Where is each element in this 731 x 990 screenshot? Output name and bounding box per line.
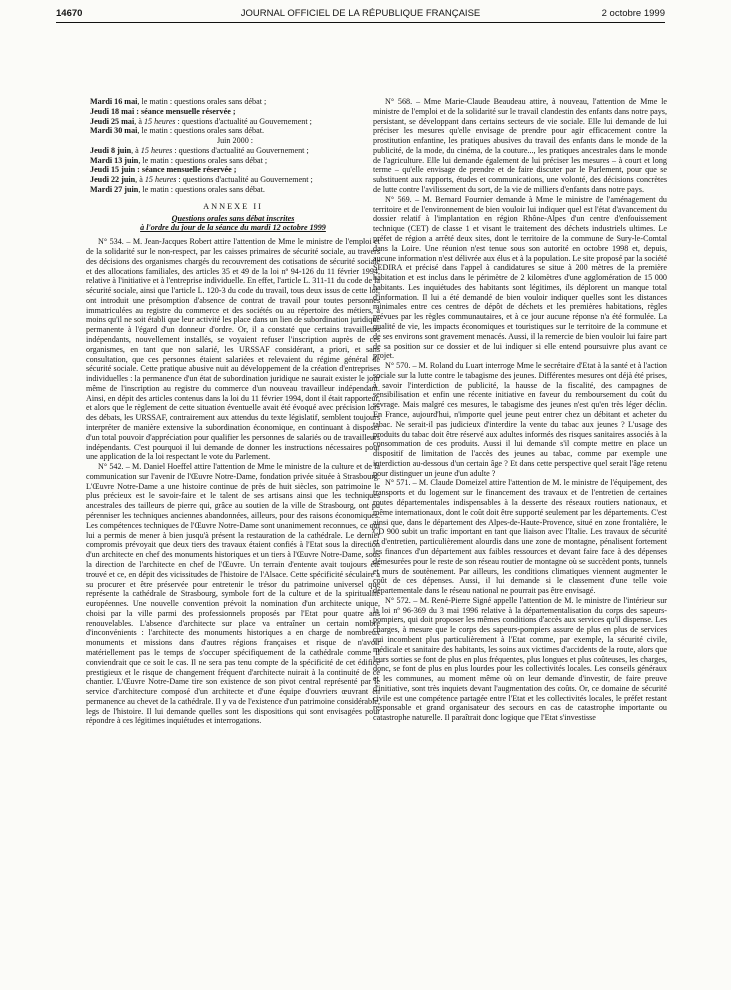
- question-number: N° 542.: [98, 462, 124, 472]
- question-number: N° 534.: [98, 237, 124, 247]
- schedule-day: Jeudi 25 mai: [90, 116, 135, 126]
- annex-label: ANNEXE II: [203, 201, 263, 211]
- annex-title-line-2: à l'ordre du jour de la séance du mardi 12 octobre 1999: [140, 223, 326, 233]
- schedule-day: Mardi 27 juin: [90, 185, 139, 195]
- schedule-line: [86, 126, 380, 136]
- schedule-month-heading: Juin 2000 :: [216, 136, 254, 146]
- left-column: [86, 97, 380, 987]
- schedule-detail: , le matin : questions orales sans débat ;: [138, 155, 268, 165]
- question-paragraph: [373, 97, 667, 195]
- session-schedule: [86, 97, 380, 195]
- schedule-day: Mardi 30 mai: [90, 126, 138, 136]
- question-number: N° 572.: [385, 595, 411, 605]
- schedule-day: Mardi 13 juin: [90, 155, 139, 165]
- issue-date: 2 octobre 1999: [601, 8, 665, 19]
- schedule-detail: , le matin : questions orales sans débat.: [138, 185, 265, 195]
- right-column: [373, 97, 667, 987]
- question-text: – M. Claude Domeizel attire l'attention de M. le ministre de l'équipement, des transports et du logement sur le financement des travaux et de l'entretien de certaines routes départementales indispensables à la desserte des réseaux routiers nationaux, et même internationaux, dont le coût doit être supporté seulement par les départements. C'est ainsi que, dans le département des Alpes-de-Haute-Provence, situé en zone frontalière, le CD 900 subit un trafic important en tant que liaison avec l'Italie. Les travaux de sécurité et d'entretien, particulièrement alourdis dans une zone de montagne, pénalisent fortement les finances d'un département aux faibles ressources et devant faire face à des dépenses démesurées pour le reste de son réseau routier de montagne où se succèdent ponts, tunnels et murs de soutènement. Par ailleurs, les conditions climatiques viennent augmenter le coût de ces dépenses. Aussi, il lui demande si le classement d'une telle voie départementale dans le réseau national ne pourrait pas être envisagé.: [373, 478, 667, 596]
- question-number: N° 569.: [385, 194, 412, 204]
- schedule-line: Jeudi 22 juin, à 15 heures : questions d'actualité au Gouvernement ;: [90, 175, 313, 185]
- question-paragraph: [373, 195, 667, 361]
- schedule-time: 15 heures: [143, 116, 176, 126]
- schedule-line: Jeudi 8 juin, à 15 heures : questions d'actualité au Gouvernement ;: [90, 145, 309, 155]
- schedule-line: Jeudi 25 mai, à 15 heures : questions d'actualité au Gouvernement ;: [90, 116, 312, 126]
- schedule-time: 15 heures: [140, 145, 173, 155]
- schedule-detail: : questions d'actualité au Gouvernement ;: [175, 116, 312, 126]
- schedule-line: [86, 165, 380, 175]
- questions-left: [86, 237, 380, 726]
- schedule-day: Jeudi 18 mai : séance mensuelle réservée ;: [90, 106, 236, 116]
- question-number: N° 568.: [385, 97, 413, 106]
- schedule-detail: , le matin : questions orales sans débat.: [137, 126, 264, 136]
- running-header: [56, 8, 665, 23]
- question-text: – Mme Marie-Claude Beaudeau attire, à nouveau, l'attention de Mme le ministre de l'emploi et de la solidarité sur le travail clandestin des enfants dans notre pays, persistant, se développant dans certains secteurs de vie sociale. Elle lui demande de lui préciser les mesures qu'elle envisage de prendre pour agir efficacement contre la prostitution enfantine, les pratiques abusives du travail des enfants dans le monde de la publicité, de la mode, du cinéma, de la couture..., les pratiques ancestrales dans le monde de l'agriculture. Elle lui demande également de lui préciser les mesures – à court et long terme – qu'elle envisage de prendre et de faire discuter par le Parlement, pour que se substituent aux rapports, études et communications, une volonté, des décisions concrètes de lutte contre l'avilissement du sort, de la vie de milliers d'enfants dans notre pays.: [373, 97, 667, 195]
- schedule-day: Jeudi 8 juin: [90, 145, 132, 155]
- question-text: – M. Daniel Hoeffel attire l'attention de Mme le ministre de la culture et de la communication sur l'avenir de l'Œuvre Notre-Dame, fondation privée située à Strasbourg. L'Œuvre Notre-Dame a une histoire continue de près de huit siècles, son patrimoine le plus précieux est le savoir-faire et le talent de ses artisans ainsi que les techniques ancestrales des tailleurs de pierre qui, grâce au soutien de la ville de Strasbourg, ont pu pérenniser les techniques anciennes abandonnées, ailleurs, pour des raisons économiques. Les compétences techniques de l'Œuvre Notre-Dame sont unanimement reconnues, ce qui lui a permis de mener à bien jusqu'à présent la restauration de la cathédrale. Le dernier compromis prévoyait que deux tiers des travaux étaient confiés à l'Etat sous la direction d'un architecte en chef des monuments historiques et un tiers à l'Œuvre Notre-Dame, sous la direction de l'architecte en chef de l'Œuvre. Un terrain d'entente avait toujours été trouvé et ce, en dépit des vicissitudes de l'histoire de l'Alsace. Cette spécificité séculaire a su procurer et être préservée pour entretenir le trésor du patrimoine universel que représente la cathédrale de Strasbourg, symbole fort de la culture et de la spiritualité européennes. Une nouvelle convention prévoit la nomination d'un architecte unique, choisi par la ville parmi des professionnels proposés par l'Etat pour quatre ans renouvelables. L'absence d'architecte sur place va entraîner un certain nombre d'inconvénients : l'architecte des monuments historiques a en charge de nombreux monuments et missions dans d'autres régions françaises et risque de n'avoir matériellement pas le temps de s'occuper spécifiquement de la cathédrale comme il conviendrait que ce soit le cas. Il ne sera pas tenu compte de la spécificité de cet édifice prestigieux et le risque de changement fréquent d'architecte nuirait à la continuité de ce chantier. L'Œuvre Notre-Dame tire son existence de son pivot central représenté par le service d'architecture composé d'un architecte et d'une équipe d'ouvriers œuvrant en permanence au chevet de la cathédrale. Il y va de l'existence d'un patrimoine considérable, legs de l'histoire. Il lui demande quelles sont les dispositions qui sont envisagées pour répondre à ces légitimes inquiétudes et interrogations.: [86, 462, 380, 726]
- schedule-day: Jeudi 15 juin : séance mensuelle réservée ;: [90, 165, 237, 175]
- question-paragraph: [86, 462, 380, 726]
- question-paragraph: [373, 361, 667, 478]
- schedule-line: [86, 97, 380, 107]
- page-number: 14670: [56, 8, 83, 19]
- schedule-line: [86, 136, 380, 146]
- question-text: – M. Bernard Fournier demande à Mme le ministre de l'aménagement du territoire et de l'environnement de bien vouloir lui indiquer quel est l'état d'avancement du dossier relatif à l'implantation en région Rhône-Alpes d'un centre d'enfouissement technique (CET) de classe 1 et visant le traitement des déchets industriels ultimes. Le préfet de région a arrêté deux sites, dont le territoire de la commune de Sury-le-Comtal dans la Loire. Une réunion n'est tenue sous son autorité en octobre 1998 et, depuis, aucune information n'est délivrée aux élus et à la population. Le site proposé par la société SEDIRA et précisé dans l'appel à candidatures se situe à 200 mètres de la première habitation et est inclus dans le périmètre de 2 kilomètres d'une agglomération de 15 000 habitants. Les inquiétudes des habitants sont légitimes, ils déplorent un manque total d'information. Il lui a été demandé de bien vouloir indiquer quelles sont les distances minimales entre ces centres de dépôt de déchets et les premières habitations, règles prévues par les règles communautaires, et à ce jour aucune réponse n'a été formulée. La qualité de vie, les impacts économiques et touristiques sur le territoire de la commune et de ses environs sont gravement menacés. Aussi, il la remercie de bien vouloir lui faire part de sa position sur ce dossier et de lui indiquer si elle entend poursuivre plus avant ce projet.: [373, 194, 667, 361]
- schedule-time: 15 heures: [144, 175, 177, 185]
- schedule-line: [86, 185, 380, 195]
- schedule-detail: : questions d'actualité au Gouvernement ;: [172, 145, 309, 155]
- question-text: – M. Jean-Jacques Robert attire l'attention de Mme le ministre de l'emploi et de la solidarité sur le non-respect, par les caisses primaires de sécurité sociale, au travers des décisions des organismes chargés du recouvrement des cotisations de sécurité sociale et des allocations familiales, des articles 35 et 49 de la loi nº 94-126 du 11 février 1994, relative à l'initiative et à l'entreprise individuelle. En effet, l'article L. 311-11 du code de la sécurité sociale, ainsi que l'article L. 120-3 du code du travail, tous deux issus de cette loi, ont introduit une présomption d'absence de contrat de travail pour toutes personnes immatriculées au registre du commerce et des sociétés ou au répertoire des métiers, à moins qu'il ne soit établi que leur activité les place dans un lien de subordination juridique permanente à l'égard d'un donneur d'ordre. Or, il a constaté que certains travailleurs indépendants, nouvellement installés, se voyaient refuser l'inscription auprès de ces organismes, en tant que non salarié, les URSSAF considérant, a priori, et sans consultation, que ces personnes étaient salariées et relevaient du régime général de sécurité sociale. Cette pratique abusive nuit au développement de la création d'entreprises individuelles : la permanence d'un état de subordination juridique ne saurait exister le jour même de l'inscription au registre du commerce d'un nouveau travailleur indépendant. Ainsi, en dépit des articles contenus dans la loi du 11 février 1994, dont il était rapporteur, et alors que le règlement de cette situation éventuelle avait été évoqué avec précision lors des débats, les URSSAF, contrairement aux attendus du texte législatif, semblent toujours interpréter de manière extensive la subordination économique, en continuant à disposer d'un total pouvoir d'appréciation pour qualifier les personnes de salariés ou de travailleurs indépendants. C'est pourquoi il lui demande de donner les instructions nécessaires pour une application de la loi respectant le vote du Parlement.: [86, 237, 380, 462]
- annex-title: [86, 214, 380, 234]
- journal-title: JOURNAL OFFICIEL DE LA RÉPUBLIQUE FRANÇAISE: [240, 8, 481, 19]
- question-paragraph: [373, 478, 667, 595]
- question-number: N° 571.: [385, 478, 411, 488]
- question-paragraph: [86, 237, 380, 462]
- schedule-detail: , le matin : questions orales sans débat ;: [137, 97, 267, 106]
- schedule-detail: : questions d'actualité au Gouvernement ;: [176, 175, 313, 185]
- annex-title-line-1: Questions orales sans débat inscrites: [171, 213, 295, 223]
- questions-right: [373, 97, 667, 723]
- question-text: – M. Roland du Luart interroge Mme le secrétaire d'Etat à la santé et à l'action sociale sur la lutte contre le tabagisme des jeunes. Différentes mesures ont déjà été prises, à savoir l'interdiction de publicité, la hausse de la fiscalité, des campagnes de sensibilisation et enfin une récente initiative en faveur du remboursement du coût du sevrage. Mais malgré ces mesures, le tabagisme des jeunes n'est qu'en très léger déclin. En France, aujourd'hui, n'importe quel jeune peut entrer chez un débitant et acheter du tabac. Ne serait-il pas judicieux d'interdire la vente du tabac aux jeunes ? L'usage des produits du tabac doit être réservé aux adultes informés des risques sanitaires associés à la consommation de ces produits. Aussi il lui demande s'il compte mettre en place un dispositif de limitation de l'accès des jeunes au tabac, comme par exemple une interdiction au-dessous d'un certain âge ? Et dans cette perspective quel serait l'âge retenu pour distinguer un jeune d'un adulte ?: [373, 361, 667, 478]
- question-number: N° 570.: [385, 361, 411, 371]
- question-paragraph: [373, 596, 667, 723]
- schedule-line: [86, 156, 380, 166]
- schedule-day: Mardi 16 mai: [90, 97, 138, 106]
- schedule-line: [86, 107, 380, 117]
- question-text: – M. René-Pierre Signé appelle l'attention de M. le ministre de l'intérieur sur la loi nº 96-369 du 3 mai 1996 relative à la départementalisation du corps des sapeurs-pompiers, qui doit proposer les mêmes conditions d'accès aux services qu'il dispense. Les charges, à mesure que le corps des sapeurs-pompiers assure de plus en plus de services qui incombent plus particulièrement à l'Etat comme, par exemple, la sécurité civile, médicale et sanitaire des habitants, les soins aux victimes d'accidents de la route, alors que leurs sorties se font de plus en plus fréquentes, plus longues et plus coûteuses, les charges, donc, se font de plus en plus lourdes pour les collectivités locales. Les conseils généraux et les communes, au moment même où on leur demande d'investir, de faire preuve d'initiative, sont très inquiets devant l'augmentation des coûts. Or, ce domaine de sécurité civile est une compétence partagée entre l'Etat et les collectivités locales, le préfet restant responsable et grand organisateur des secours en cas de catastrophe importante ou catastrophe naturelle. Il paraîtrait donc logique que l'Etat s'investisse: [373, 595, 667, 723]
- schedule-day: Jeudi 22 juin: [90, 175, 136, 185]
